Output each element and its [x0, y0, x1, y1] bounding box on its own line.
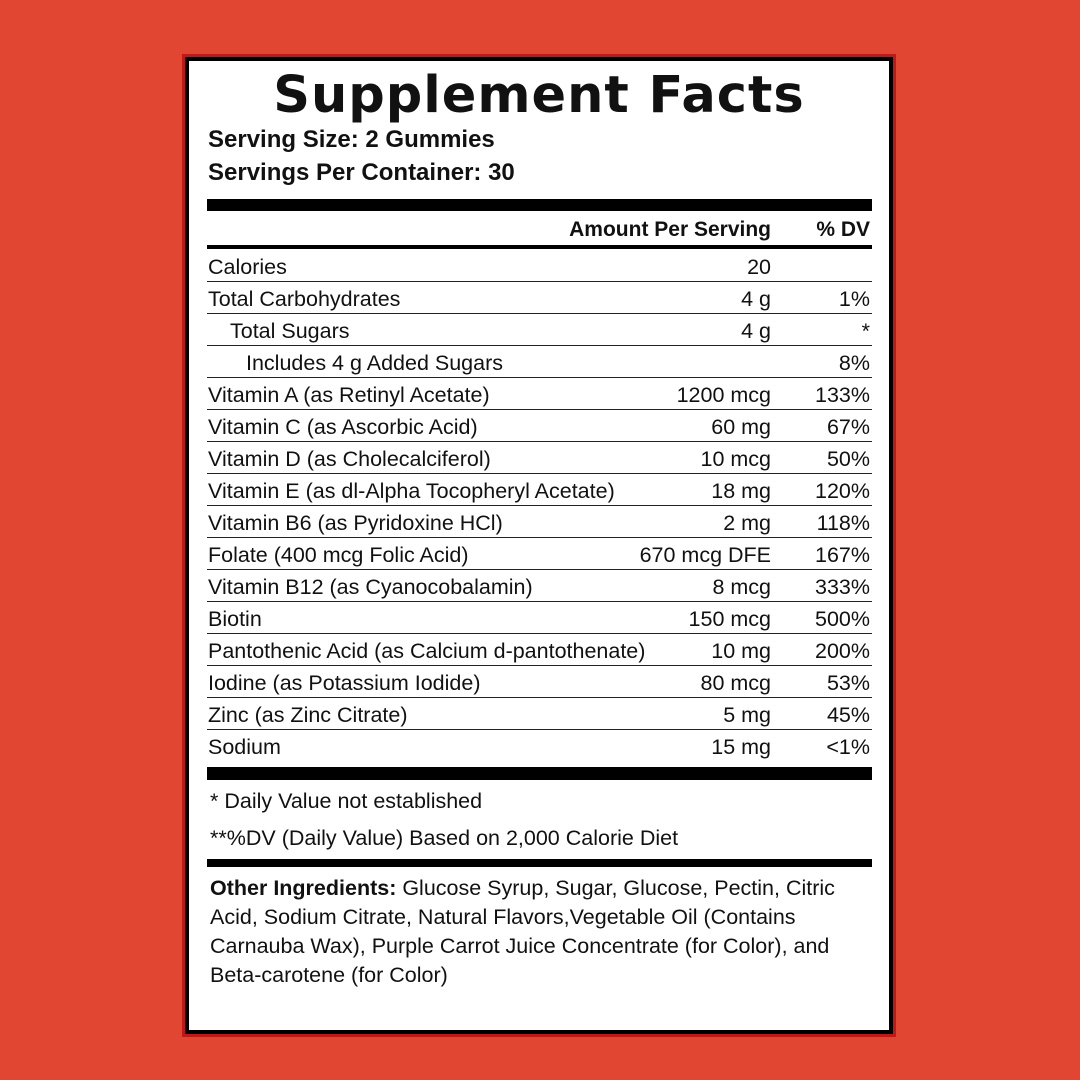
table-row — [207, 730, 872, 762]
table-row — [207, 378, 872, 410]
thick-divider-top — [207, 199, 872, 211]
nutrient-name: Folate (400 mcg Folic Acid) — [208, 543, 469, 567]
nutrient-name: Pantothenic Acid (as Calcium d-pantothenate) — [208, 639, 646, 663]
ingredients-label: Other Ingredients: — [210, 876, 397, 900]
nutrient-amount: 10 mcg — [700, 447, 771, 471]
amount-per-serving-header: Amount Per Serving — [569, 218, 771, 241]
dv-header: % DV — [816, 218, 870, 241]
nutrient-name: Total Sugars — [230, 319, 350, 343]
nutrient-name: Vitamin D (as Cholecalciferol) — [208, 447, 491, 471]
nutrient-amount: 20 — [747, 255, 771, 279]
nutrient-name: Sodium — [208, 735, 281, 759]
table-row — [207, 698, 872, 730]
nutrient-amount: 1200 mcg — [676, 383, 771, 407]
nutrient-amount: 60 mg — [711, 415, 771, 439]
panel-title: Supplement Facts — [273, 66, 805, 125]
nutrient-dv: 120% — [815, 479, 870, 503]
nutrient-dv: 53% — [826, 671, 870, 695]
nutrient-amount: 4 g — [741, 319, 771, 343]
nutrient-name: Vitamin E (as dl-Alpha Tocopheryl Acetate) — [208, 479, 615, 503]
nutrient-dv: 133% — [815, 383, 870, 407]
nutrient-dv: 200% — [815, 639, 870, 663]
table-row — [207, 314, 872, 346]
nutrient-dv: 45% — [826, 703, 870, 727]
nutrient-dv: 500% — [815, 607, 870, 631]
table-row — [207, 282, 872, 314]
table-row — [207, 538, 872, 570]
table-row — [207, 250, 872, 282]
nutrient-dv: 1% — [838, 287, 870, 311]
nutrient-name: Total Carbohydrates — [208, 287, 401, 311]
table-row — [207, 410, 872, 442]
supplement-facts-panel — [185, 57, 893, 1034]
nutrient-amount: 4 g — [741, 287, 771, 311]
header-divider — [207, 245, 872, 249]
nutrient-name: Zinc (as Zinc Citrate) — [208, 703, 408, 727]
nutrient-dv: 167% — [815, 543, 870, 567]
table-row — [207, 346, 872, 378]
servings-per-container: Servings Per Container: 30 — [208, 159, 515, 186]
nutrient-name: Vitamin B12 (as Cyanocobalamin) — [208, 575, 533, 599]
nutrient-dv: 333% — [815, 575, 870, 599]
nutrient-table — [207, 250, 872, 762]
nutrient-dv: * — [861, 319, 870, 343]
table-row — [207, 506, 872, 538]
table-row — [207, 570, 872, 602]
nutrient-name: Vitamin B6 (as Pyridoxine HCl) — [208, 511, 503, 535]
table-row — [207, 602, 872, 634]
ingredients-divider — [207, 859, 872, 867]
nutrient-amount: 10 mg — [711, 639, 771, 663]
nutrient-amount: 18 mg — [711, 479, 771, 503]
table-row — [207, 442, 872, 474]
nutrient-name: Vitamin A (as Retinyl Acetate) — [208, 383, 490, 407]
table-header — [207, 213, 872, 245]
nutrient-dv: 50% — [826, 447, 870, 471]
nutrient-name: Biotin — [208, 607, 262, 631]
nutrient-dv: <1% — [826, 735, 870, 759]
table-row — [207, 666, 872, 698]
nutrient-amount: 15 mg — [711, 735, 771, 759]
nutrient-amount: 8 mcg — [712, 575, 771, 599]
footnote-not-established: * Daily Value not established — [210, 789, 483, 813]
nutrient-dv: 67% — [826, 415, 870, 439]
nutrient-amount: 80 mcg — [700, 671, 771, 695]
other-ingredients — [210, 874, 870, 990]
nutrient-dv: 8% — [838, 351, 870, 375]
nutrient-amount: 5 mg — [723, 703, 771, 727]
serving-size: Serving Size: 2 Gummies — [208, 126, 495, 153]
table-row — [207, 634, 872, 666]
thick-divider-bottom — [207, 767, 872, 780]
table-row — [207, 474, 872, 506]
nutrient-dv: 118% — [816, 511, 870, 535]
nutrient-name: Vitamin C (as Ascorbic Acid) — [208, 415, 478, 439]
nutrient-amount: 150 mcg — [688, 607, 771, 631]
nutrient-amount: 2 mg — [723, 511, 771, 535]
nutrient-name: Calories — [208, 255, 287, 279]
nutrient-amount: 670 mcg DFE — [639, 543, 771, 567]
nutrient-name: Includes 4 g Added Sugars — [246, 351, 503, 375]
footnote-dv-basis: **%DV (Daily Value) Based on 2,000 Calorie Diet — [210, 826, 679, 850]
ingredients-text: Glucose Syrup, Sugar, Glucose, Pectin, Citric Acid, Sodium Citrate, Natural Flavors,Vegetable Oil (Contains Carnauba Wax), Purple Carrot Juice Concentrate (for Color), and Beta-carotene (for Color) — [210, 876, 835, 987]
nutrient-name: Iodine (as Potassium Iodide) — [208, 671, 481, 695]
